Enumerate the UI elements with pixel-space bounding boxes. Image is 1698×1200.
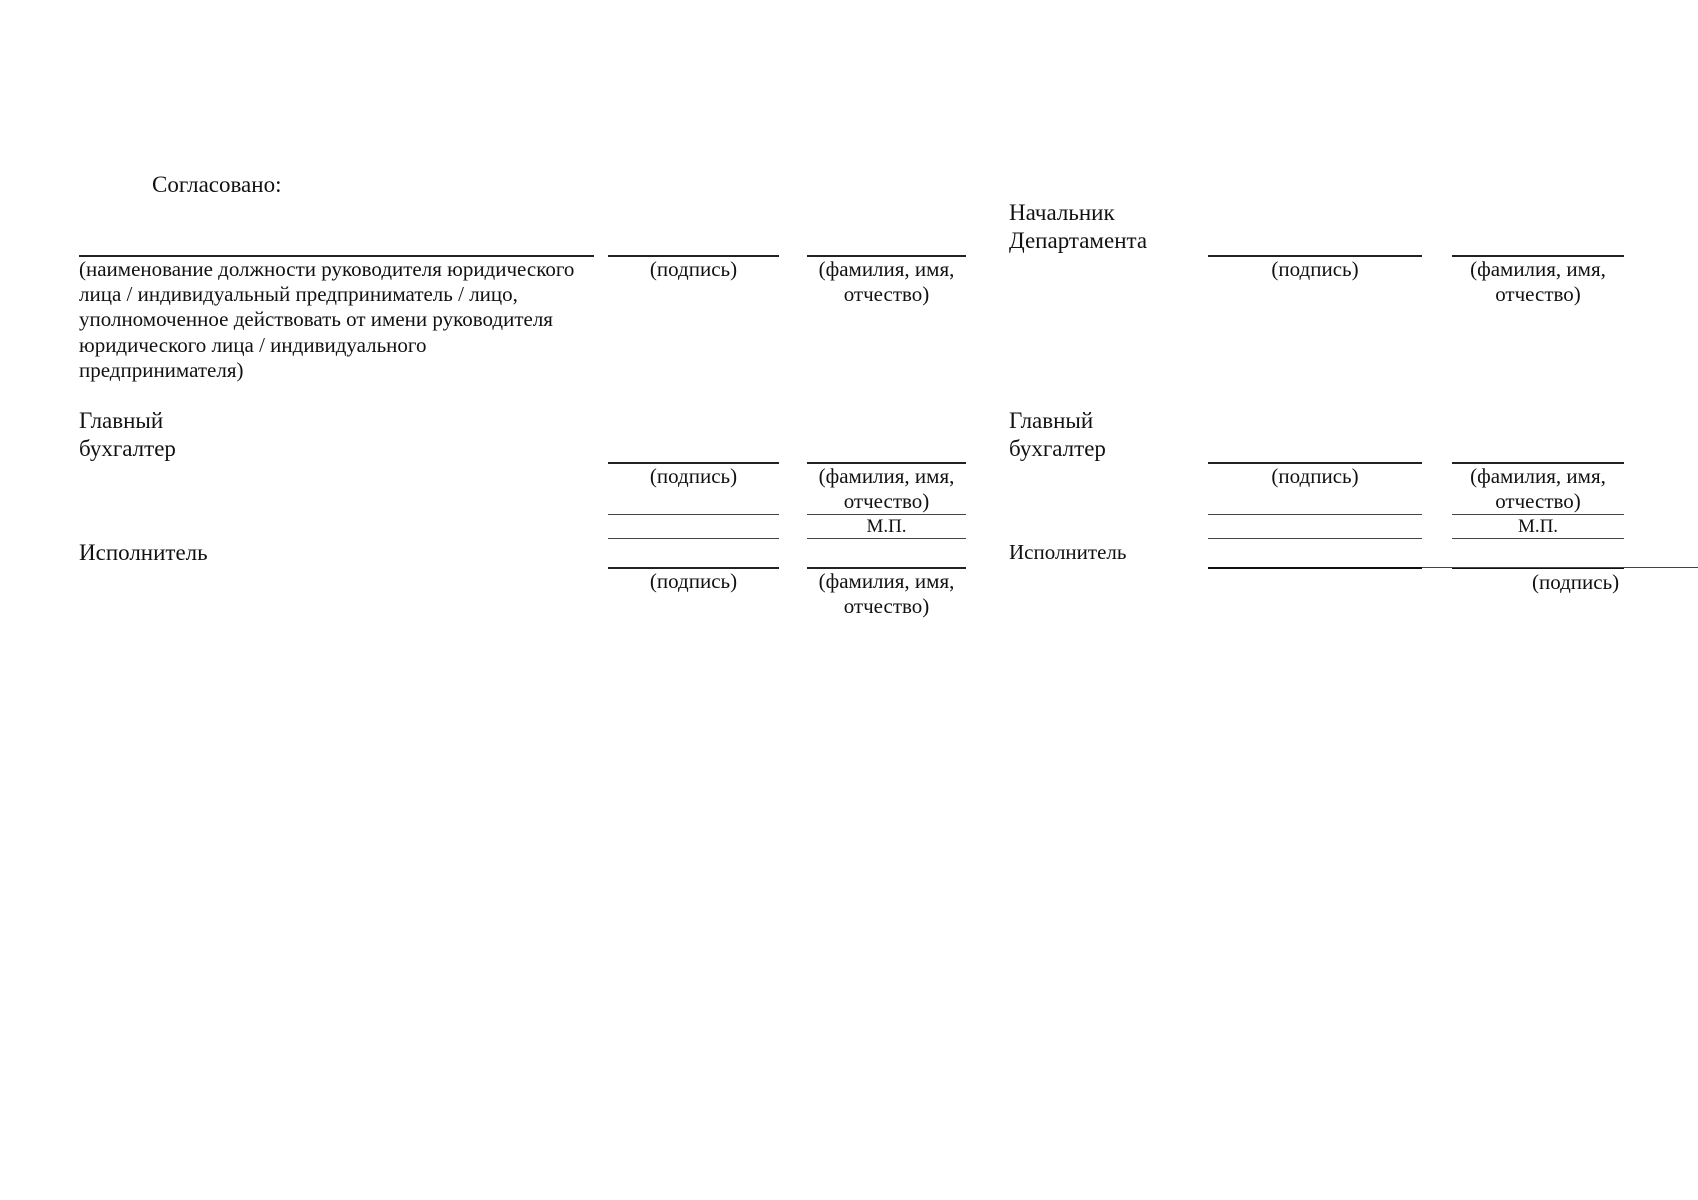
- divider-line: [608, 514, 779, 515]
- position-caption: (наименование должности руководителя юридического лица / индивидуальный предприниматель / лицо, уполномоченное действовать от имени руководителя юридического лица / индивидуального предпринимателя): [79, 257, 575, 382]
- signature-caption: (подпись): [649, 257, 738, 281]
- name-caption: (фамилия, имя, отчество): [818, 257, 955, 307]
- name-caption: (фамилия, имя, отчество): [818, 569, 955, 619]
- divider-line: [807, 514, 966, 515]
- executor-label: Исполнитель: [1009, 540, 1127, 564]
- name-caption: (фамилия, имя, отчество): [1470, 464, 1606, 514]
- agreed-label: Согласовано:: [152, 172, 282, 197]
- chief-accountant-label: Главный бухгалтер: [79, 408, 176, 461]
- divider-line: [1422, 567, 1698, 568]
- divider-line: [1452, 514, 1624, 515]
- seal-label: М.П.: [866, 516, 907, 537]
- name-caption: (фамилия, имя, отчество): [1470, 257, 1606, 307]
- executor-label: Исполнитель: [79, 540, 208, 565]
- divider-line: [807, 538, 966, 539]
- signature-line: [1208, 567, 1422, 569]
- signature-caption: (подпись): [1532, 570, 1620, 594]
- signature-caption: (подпись): [1271, 257, 1359, 281]
- divider-line: [608, 538, 779, 539]
- department-head-label: Начальник Департамента: [1009, 200, 1148, 253]
- divider-line: [1452, 538, 1624, 539]
- signature-caption: (подпись): [649, 569, 738, 593]
- name-caption: (фамилия, имя, отчество): [818, 464, 955, 514]
- signature-caption: (подпись): [649, 464, 738, 488]
- signature-caption: (подпись): [1271, 464, 1359, 488]
- divider-line: [1208, 538, 1422, 539]
- chief-accountant-label: Главный бухгалтер: [1009, 408, 1106, 461]
- divider-line: [1208, 514, 1422, 515]
- seal-label: М.П.: [1517, 516, 1559, 537]
